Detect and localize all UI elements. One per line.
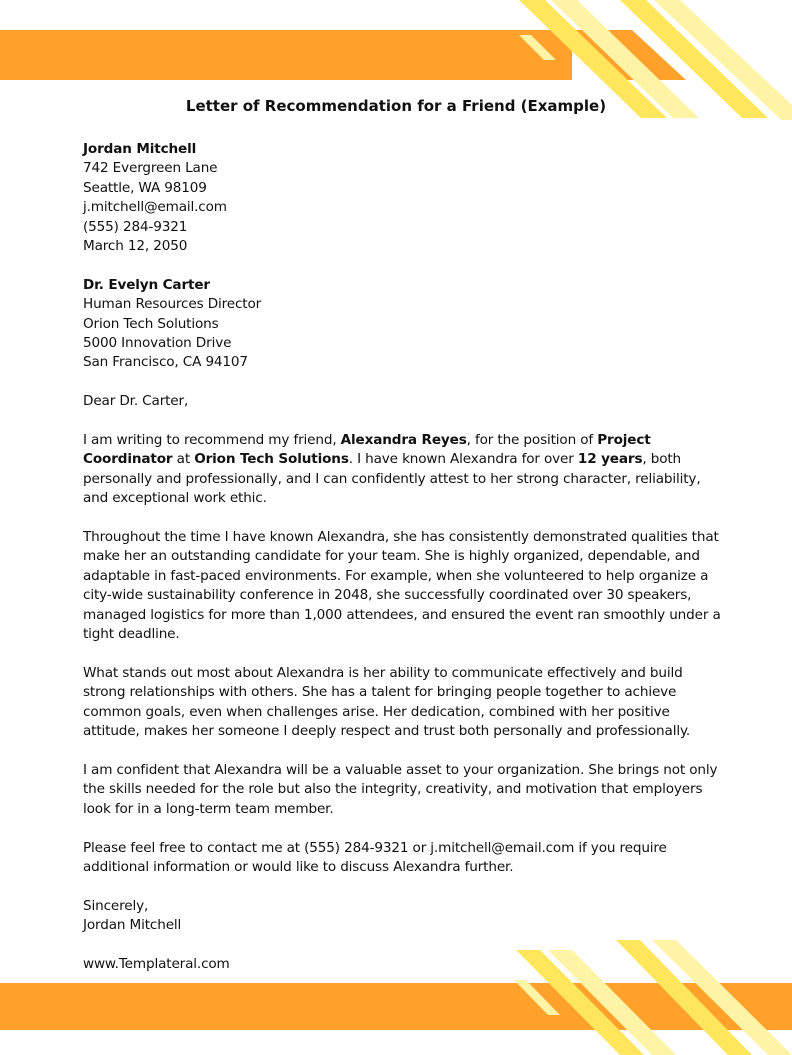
p1-position: Project Coordinator	[83, 432, 651, 468]
recipient-name: Dr. Evelyn Carter	[83, 276, 210, 293]
p1-company: Orion Tech Solutions	[194, 451, 349, 468]
recipient-city: San Francisco, CA 94107	[83, 354, 248, 371]
sender-email: j.mitchell@email.com	[83, 199, 227, 216]
recipient-company: Orion Tech Solutions	[83, 315, 219, 332]
p1-text-1: I am writing to recommend my friend,	[83, 432, 341, 449]
p1-years: 12 years	[577, 451, 643, 468]
sender-address	[83, 140, 723, 256]
website-link[interactable]: www.Templateral.com	[83, 955, 230, 972]
paragraph-2: Throughout the time I have known Alexandra, she has consistently demonstrated qualities that make her an outstanding candidate for your team. She is highly organized, dependable, and adaptable in fast-paced environments. For example, when she volunteered to help organize a city-wide sustainability conference in 2048, she successfully coordinated over 30 speakers, managed logistics for more than 1,000 attendees, and ensured the event ran smoothly under a tight deadline.	[83, 529, 721, 643]
paragraph-5: Please feel free to contact me at (555) 284-9321 or j.mitchell@email.com if you require additional information or would like to discuss Alexandra further.	[83, 839, 667, 875]
recipient-street: 5000 Innovation Drive	[83, 335, 232, 352]
sender-city: Seattle, WA 98109	[83, 179, 207, 196]
salutation: Dear Dr. Carter,	[83, 393, 189, 410]
sender-street: 742 Evergreen Lane	[83, 160, 218, 177]
recipient-title: Human Resources Director	[83, 296, 262, 313]
page-title: Letter of Recommendation for a Friend (Example)	[185, 97, 607, 115]
top-orange-band	[0, 30, 572, 80]
closing-block	[83, 897, 723, 936]
p1-text-2: , for the position of	[466, 432, 598, 449]
paragraph-4: I am confident that Alexandra will be a valuable asset to your organization. She brings not only the skills needed for the role but also the integrity, creativity, and motivation that employers look for in a long-term team member.	[83, 761, 718, 817]
sender-name: Jordan Mitchell	[83, 141, 197, 157]
paragraph-1	[83, 431, 723, 509]
paragraph-3: What stands out most about Alexandra is her ability to communicate effectively and build strong relationships with others. She has a talent for bringing people together to achieve common goals, even when challenges arise. Her dedication, combined with her positive attitude, makes her someone I deeply respect and trust both personally and professionally.	[83, 664, 691, 740]
letter-date: March 12, 2050	[83, 238, 188, 255]
p1-text-3: at	[172, 451, 195, 468]
closing: Sincerely,	[83, 897, 149, 914]
p1-text-5: , both personally and professionally, and I can confidently attest to her strong character, reliability, and exceptional work ethic.	[83, 451, 701, 507]
p1-friend-name: Alexandra Reyes	[340, 432, 467, 449]
signature-name: Jordan Mitchell	[83, 917, 182, 934]
bottom-banner-decoration	[0, 940, 792, 1055]
p1-text-4: . I have known Alexandra for over	[348, 451, 578, 468]
recipient-address	[83, 276, 723, 373]
letter-body	[83, 140, 723, 974]
sender-phone: (555) 284-9321	[83, 218, 188, 235]
